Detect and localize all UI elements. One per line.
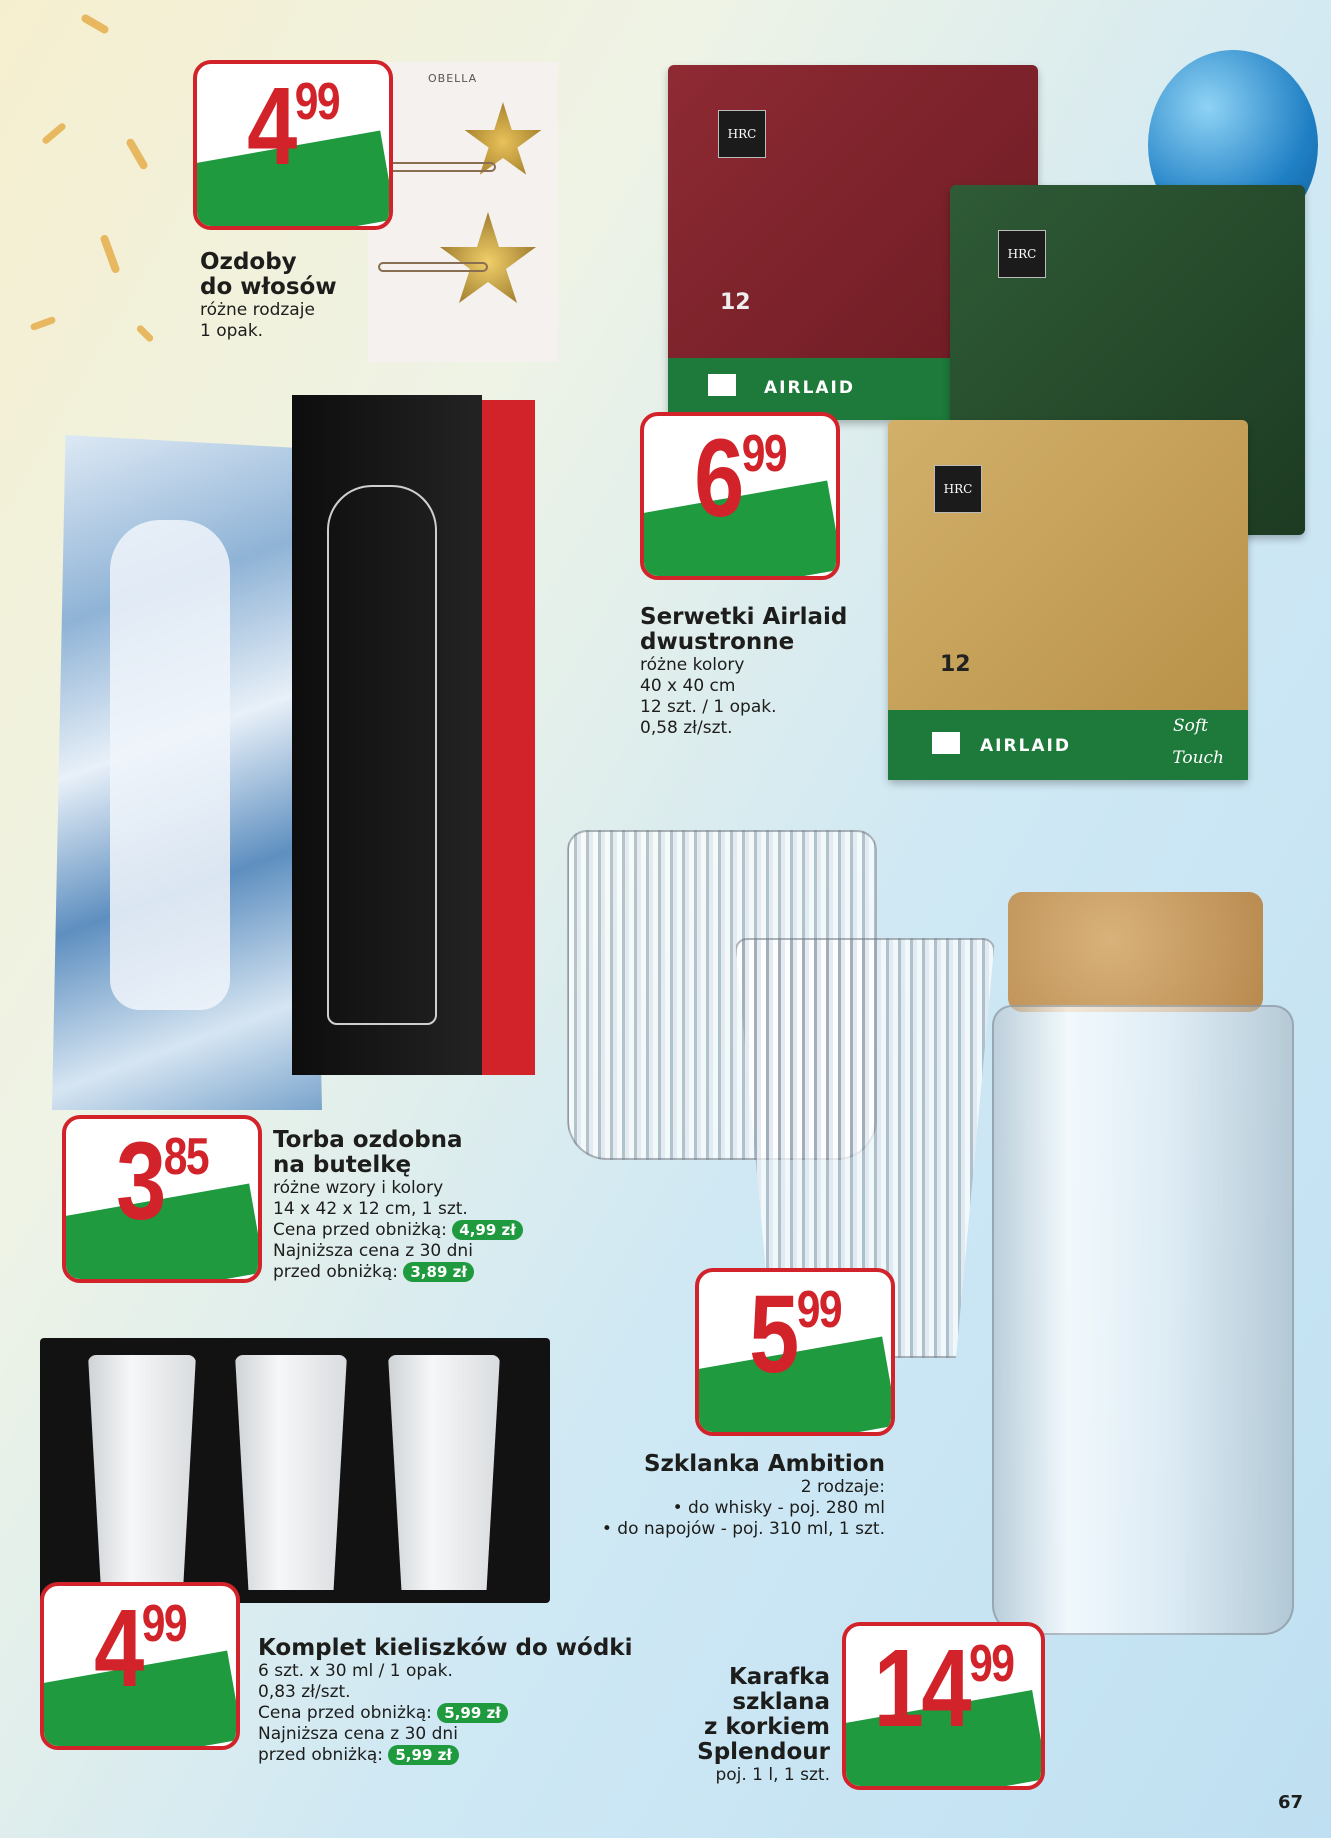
product-title: z korkiem <box>704 1714 830 1740</box>
shots-info <box>258 1636 638 1766</box>
lowest-price-label: przed obniżką: <box>258 1745 383 1765</box>
shot-glass <box>388 1355 500 1590</box>
product-desc: 0,83 zł/szt. <box>258 1682 351 1702</box>
price-main: 3 <box>116 1120 164 1243</box>
product-desc: 2 rodzaje: <box>800 1477 885 1497</box>
product-title: do włosów <box>200 274 337 300</box>
pack-count: 12 <box>940 652 971 677</box>
price-before-row <box>273 1220 573 1241</box>
shot-glass <box>88 1355 196 1590</box>
brand-label: OBELLA <box>428 72 478 85</box>
product-title: Torba ozdobna <box>273 1127 463 1153</box>
product-desc: 14 x 42 x 12 cm, 1 szt. <box>273 1199 468 1219</box>
carafe-body <box>992 1005 1294 1635</box>
price-cents: 99 <box>741 425 786 483</box>
pack-soft: Soft <box>1172 716 1208 736</box>
price-before-pill: 4,99 zł <box>452 1220 523 1240</box>
product-desc: 40 x 40 cm <box>640 676 736 696</box>
price-main: 6 <box>694 417 742 540</box>
product-title: Karafka <box>728 1664 830 1690</box>
price-cents: 99 <box>796 1281 841 1339</box>
product-desc: • do whisky - poj. 280 ml <box>672 1498 885 1518</box>
hair-info <box>200 250 380 342</box>
napkin-pack-gold <box>888 420 1248 780</box>
price-before-label: Cena przed obniżką: <box>273 1220 447 1240</box>
price-cents: 99 <box>141 1595 186 1653</box>
product-title: Komplet kieliszków do wódki <box>258 1635 633 1661</box>
price-tag-napkins <box>640 412 840 580</box>
lowest-price-pill: 5,99 zł <box>388 1745 459 1765</box>
product-title: Splendour <box>697 1739 830 1765</box>
price-cents: 99 <box>294 73 339 131</box>
product-desc: 1 opak. <box>200 321 264 341</box>
glass-info <box>540 1452 885 1540</box>
product-desc: • do napojów - poj. 310 ml, 1 szt. <box>601 1519 885 1539</box>
price-main: 4 <box>94 1587 142 1710</box>
lowest-price-label: Najniższa cena z 30 dni <box>273 1241 473 1261</box>
lowest-price-row <box>258 1745 638 1766</box>
price-tag-carafe <box>842 1622 1045 1790</box>
shot-glass <box>235 1355 347 1590</box>
napkins-info <box>640 605 880 739</box>
product-title: Ozdoby <box>200 249 297 275</box>
price-tag-bag <box>62 1115 262 1283</box>
product-desc: różne rodzaje <box>200 300 315 320</box>
product-title: Serwetki Airlaid <box>640 604 848 630</box>
pack-brand: HRC <box>718 110 766 158</box>
price-before-label: Cena przed obniżką: <box>258 1703 432 1723</box>
lowest-price-pill: 3,89 zł <box>403 1262 474 1282</box>
product-desc: różne wzory i kolory <box>273 1178 444 1198</box>
price-before-pill: 5,99 zł <box>437 1703 508 1723</box>
product-title: na butelkę <box>273 1152 412 1178</box>
pack-brand: HRC <box>998 230 1046 278</box>
carafe-info <box>630 1665 830 1786</box>
pack-touch: Touch <box>1172 748 1224 768</box>
price-before-row <box>258 1703 638 1724</box>
bottle-silhouette <box>110 520 230 1010</box>
pack-count: 12 <box>720 290 751 315</box>
confetti-decoration <box>20 20 170 350</box>
price-main: 4 <box>247 65 295 188</box>
hair-clips-image <box>368 62 558 362</box>
product-desc: 0,58 zł/szt. <box>640 718 733 738</box>
gift-bag-black <box>292 395 482 1075</box>
price-cents: 85 <box>163 1128 208 1186</box>
price-tag-hair <box>193 60 393 230</box>
pack-label: AIRLAID <box>980 736 1071 756</box>
product-desc: 6 szt. x 30 ml / 1 opak. <box>258 1661 453 1681</box>
price-tag-shots <box>40 1582 240 1750</box>
bag-info <box>273 1128 573 1283</box>
product-desc: poj. 1 l, 1 szt. <box>715 1765 830 1785</box>
price-main: 5 <box>749 1273 797 1396</box>
lowest-price-row <box>273 1262 573 1283</box>
price-tag-glass <box>695 1268 895 1436</box>
product-title: dwustronne <box>640 629 795 655</box>
product-desc: różne kolory <box>640 655 745 675</box>
price-main: 14 <box>873 1627 970 1750</box>
lowest-price-label: Najniższa cena z 30 dni <box>258 1724 458 1744</box>
product-title: Szklanka Ambition <box>643 1451 885 1477</box>
product-title: szklana <box>732 1689 830 1715</box>
price-cents: 99 <box>969 1635 1014 1693</box>
carafe-cork <box>1008 892 1263 1012</box>
pack-brand: HRC <box>934 465 982 513</box>
pack-label: AIRLAID <box>764 378 855 398</box>
page-number: 67 <box>1278 1792 1304 1813</box>
lowest-price-label: przed obniżką: <box>273 1262 398 1282</box>
product-desc: 12 szt. / 1 opak. <box>640 697 777 717</box>
